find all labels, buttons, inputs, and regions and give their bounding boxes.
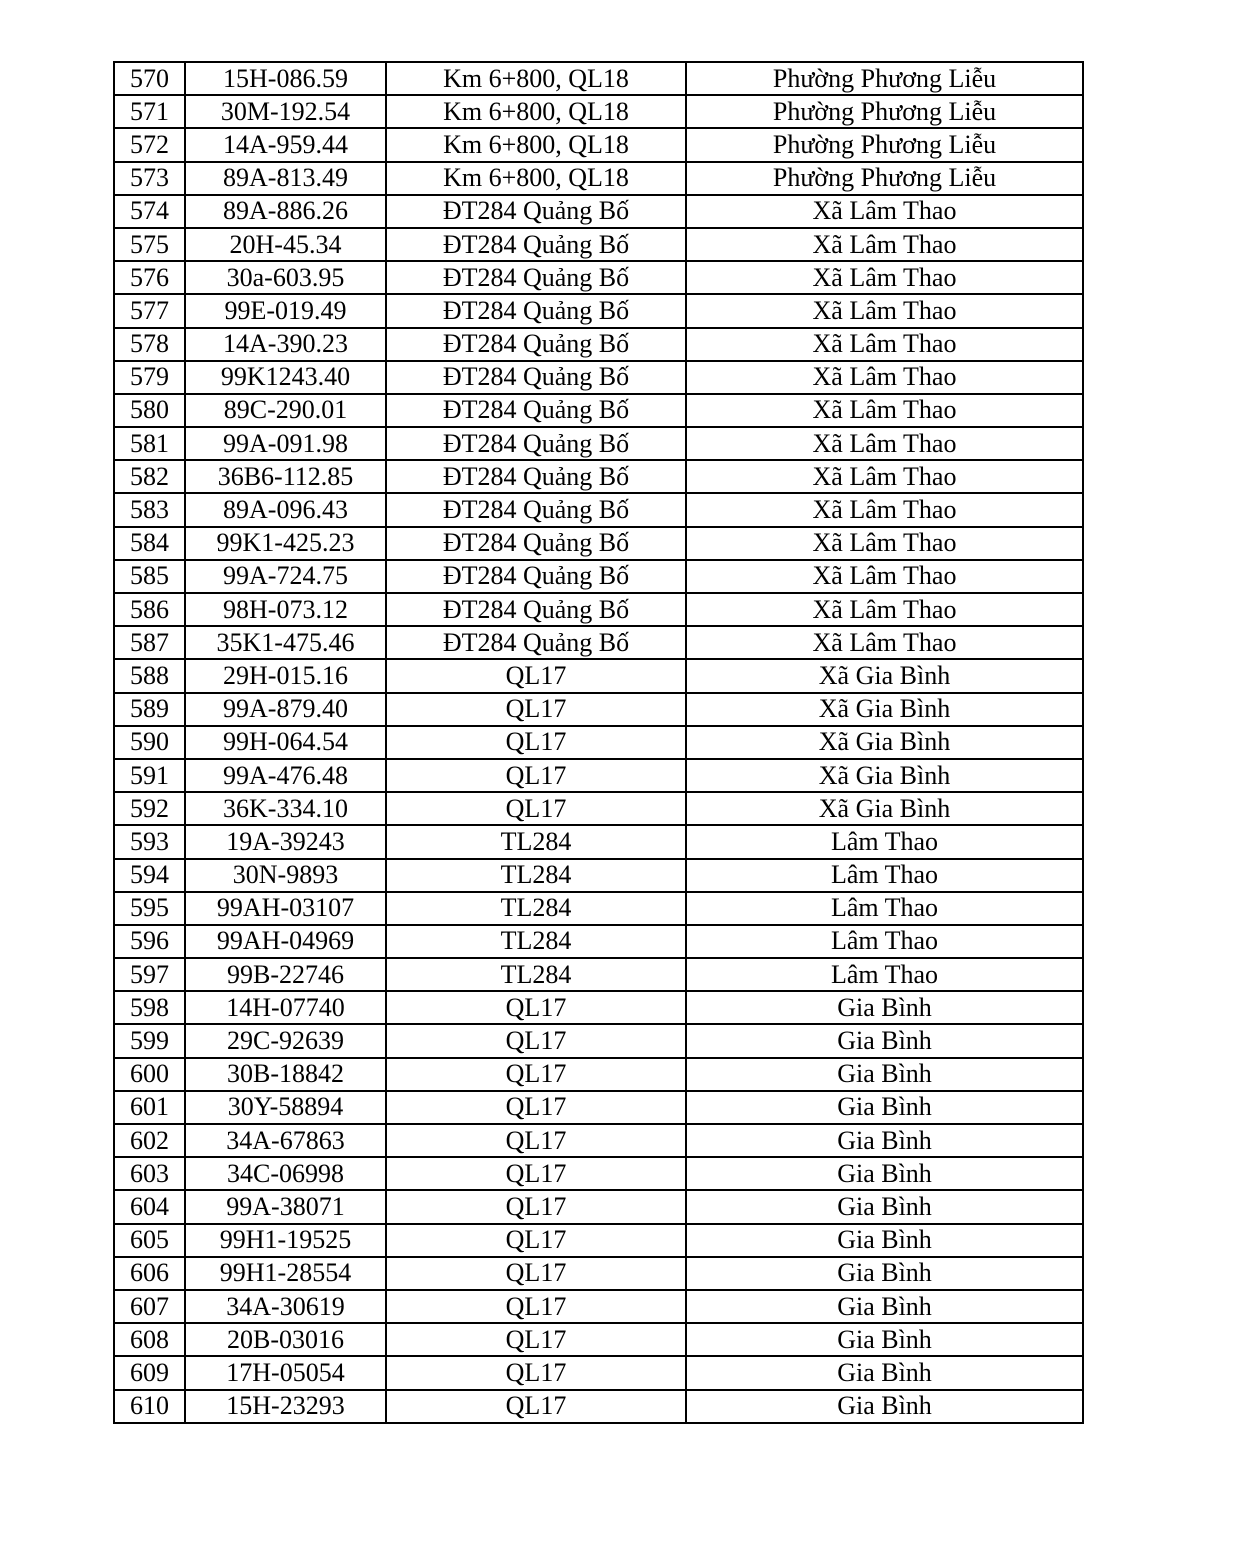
location-cell: QL17 [386, 726, 686, 759]
area-cell: Phường Phương Liễu [686, 128, 1083, 161]
table-row [114, 1257, 1083, 1290]
plate-number-cell: 15H-23293 [185, 1390, 386, 1423]
location-cell: ĐT284 Quảng Bố [386, 626, 686, 659]
area-cell: Xã Lâm Thao [686, 261, 1083, 294]
location-cell: ĐT284 Quảng Bố [386, 328, 686, 361]
table-row [114, 958, 1083, 991]
plate-number-cell: 89A-096.43 [185, 493, 386, 526]
location-cell: QL17 [386, 1157, 686, 1190]
row-number-cell: 578 [114, 328, 185, 361]
plate-number-cell: 99K1243.40 [185, 361, 386, 394]
row-number-cell: 584 [114, 527, 185, 560]
area-cell: Gia Bình [686, 1124, 1083, 1157]
area-cell: Gia Bình [686, 1356, 1083, 1389]
plate-number-cell: 99A-091.98 [185, 427, 386, 460]
area-cell: Xã Lâm Thao [686, 527, 1083, 560]
row-number-cell: 593 [114, 825, 185, 858]
location-cell: QL17 [386, 759, 686, 792]
location-cell: ĐT284 Quảng Bố [386, 427, 686, 460]
location-cell: TL284 [386, 825, 686, 858]
plate-number-cell: 34A-30619 [185, 1290, 386, 1323]
area-cell: Xã Lâm Thao [686, 560, 1083, 593]
location-cell: QL17 [386, 1290, 686, 1323]
table-row [114, 1356, 1083, 1389]
row-number-cell: 590 [114, 726, 185, 759]
location-cell: Km 6+800, QL18 [386, 95, 686, 128]
location-cell: ĐT284 Quảng Bố [386, 261, 686, 294]
area-cell: Gia Bình [686, 1024, 1083, 1057]
area-cell: Gia Bình [686, 1390, 1083, 1423]
table-row [114, 195, 1083, 228]
table-row [114, 925, 1083, 958]
table-row [114, 792, 1083, 825]
area-cell: Gia Bình [686, 991, 1083, 1024]
plate-number-cell: 99H1-19525 [185, 1224, 386, 1257]
row-number-cell: 585 [114, 560, 185, 593]
plate-number-cell: 14A-959.44 [185, 128, 386, 161]
row-number-cell: 595 [114, 892, 185, 925]
plate-number-cell: 19A-39243 [185, 825, 386, 858]
area-cell: Gia Bình [686, 1091, 1083, 1124]
area-cell: Gia Bình [686, 1257, 1083, 1290]
row-number-cell: 600 [114, 1058, 185, 1091]
plate-number-cell: 20B-03016 [185, 1323, 386, 1356]
row-number-cell: 577 [114, 294, 185, 327]
table-row [114, 228, 1083, 261]
plate-number-cell: 99AH-04969 [185, 925, 386, 958]
location-cell: QL17 [386, 1257, 686, 1290]
area-cell: Xã Lâm Thao [686, 195, 1083, 228]
table-row [114, 991, 1083, 1024]
table-row [114, 659, 1083, 692]
location-cell: ĐT284 Quảng Bố [386, 294, 686, 327]
area-cell: Xã Lâm Thao [686, 228, 1083, 261]
location-cell: Km 6+800, QL18 [386, 62, 686, 95]
plate-number-cell: 30M-192.54 [185, 95, 386, 128]
plate-number-cell: 29H-015.16 [185, 659, 386, 692]
plate-number-cell: 99B-22746 [185, 958, 386, 991]
plate-number-cell: 14H-07740 [185, 991, 386, 1024]
table-row [114, 1157, 1083, 1190]
location-cell: QL17 [386, 1124, 686, 1157]
area-cell: Xã Lâm Thao [686, 493, 1083, 526]
plate-number-cell: 34C-06998 [185, 1157, 386, 1190]
plate-number-cell: 89A-886.26 [185, 195, 386, 228]
plate-number-cell: 99AH-03107 [185, 892, 386, 925]
plate-number-cell: 14A-390.23 [185, 328, 386, 361]
location-cell: ĐT284 Quảng Bố [386, 394, 686, 427]
row-number-cell: 570 [114, 62, 185, 95]
table-row [114, 1058, 1083, 1091]
plate-number-cell: 99A-38071 [185, 1190, 386, 1223]
row-number-cell: 594 [114, 859, 185, 892]
plate-number-cell: 34A-67863 [185, 1124, 386, 1157]
area-cell: Gia Bình [686, 1190, 1083, 1223]
plate-number-cell: 36B6-112.85 [185, 460, 386, 493]
table-row [114, 162, 1083, 195]
area-cell: Xã Gia Bình [686, 792, 1083, 825]
row-number-cell: 572 [114, 128, 185, 161]
row-number-cell: 581 [114, 427, 185, 460]
plate-number-cell: 15H-086.59 [185, 62, 386, 95]
table-row [114, 825, 1083, 858]
plate-number-cell: 30a-603.95 [185, 261, 386, 294]
row-number-cell: 575 [114, 228, 185, 261]
table-row [114, 361, 1083, 394]
row-number-cell: 583 [114, 493, 185, 526]
area-cell: Xã Lâm Thao [686, 427, 1083, 460]
table-row [114, 1290, 1083, 1323]
row-number-cell: 574 [114, 195, 185, 228]
row-number-cell: 576 [114, 261, 185, 294]
table-row [114, 394, 1083, 427]
area-cell: Xã Gia Bình [686, 759, 1083, 792]
area-cell: Gia Bình [686, 1058, 1083, 1091]
plate-number-cell: 99H1-28554 [185, 1257, 386, 1290]
plate-number-cell: 29C-92639 [185, 1024, 386, 1057]
table-row [114, 693, 1083, 726]
row-number-cell: 589 [114, 693, 185, 726]
area-cell: Xã Lâm Thao [686, 294, 1083, 327]
location-cell: QL17 [386, 1058, 686, 1091]
table-row [114, 859, 1083, 892]
table-row [114, 1390, 1083, 1423]
row-number-cell: 605 [114, 1224, 185, 1257]
plate-number-cell: 36K-334.10 [185, 792, 386, 825]
row-number-cell: 607 [114, 1290, 185, 1323]
location-cell: QL17 [386, 1224, 686, 1257]
table-row [114, 1323, 1083, 1356]
location-cell: ĐT284 Quảng Bố [386, 195, 686, 228]
records-table [113, 61, 1084, 1424]
table-row [114, 128, 1083, 161]
table-row [114, 460, 1083, 493]
area-cell: Xã Lâm Thao [686, 328, 1083, 361]
table-row [114, 1224, 1083, 1257]
plate-number-cell: 89A-813.49 [185, 162, 386, 195]
plate-number-cell: 99A-879.40 [185, 693, 386, 726]
table-row [114, 427, 1083, 460]
row-number-cell: 606 [114, 1257, 185, 1290]
location-cell: QL17 [386, 1190, 686, 1223]
area-cell: Gia Bình [686, 1224, 1083, 1257]
plate-number-cell: 89C-290.01 [185, 394, 386, 427]
location-cell: TL284 [386, 925, 686, 958]
location-cell: ĐT284 Quảng Bố [386, 493, 686, 526]
table-row [114, 892, 1083, 925]
table-row [114, 294, 1083, 327]
row-number-cell: 609 [114, 1356, 185, 1389]
table-row [114, 1024, 1083, 1057]
plate-number-cell: 30B-18842 [185, 1058, 386, 1091]
area-cell: Xã Gia Bình [686, 693, 1083, 726]
location-cell: QL17 [386, 1356, 686, 1389]
location-cell: ĐT284 Quảng Bố [386, 361, 686, 394]
table-row [114, 527, 1083, 560]
location-cell: QL17 [386, 659, 686, 692]
row-number-cell: 602 [114, 1124, 185, 1157]
area-cell: Xã Lâm Thao [686, 361, 1083, 394]
table-row [114, 328, 1083, 361]
table-row [114, 626, 1083, 659]
location-cell: QL17 [386, 1024, 686, 1057]
row-number-cell: 599 [114, 1024, 185, 1057]
location-cell: QL17 [386, 1323, 686, 1356]
row-number-cell: 588 [114, 659, 185, 692]
area-cell: Xã Lâm Thao [686, 593, 1083, 626]
plate-number-cell: 17H-05054 [185, 1356, 386, 1389]
area-cell: Gia Bình [686, 1323, 1083, 1356]
row-number-cell: 604 [114, 1190, 185, 1223]
area-cell: Lâm Thao [686, 859, 1083, 892]
area-cell: Lâm Thao [686, 958, 1083, 991]
plate-number-cell: 30N-9893 [185, 859, 386, 892]
area-cell: Phường Phương Liễu [686, 62, 1083, 95]
row-number-cell: 573 [114, 162, 185, 195]
row-number-cell: 596 [114, 925, 185, 958]
location-cell: QL17 [386, 991, 686, 1024]
location-cell: ĐT284 Quảng Bố [386, 460, 686, 493]
plate-number-cell: 99K1-425.23 [185, 527, 386, 560]
row-number-cell: 597 [114, 958, 185, 991]
row-number-cell: 580 [114, 394, 185, 427]
area-cell: Phường Phương Liễu [686, 162, 1083, 195]
table-row [114, 726, 1083, 759]
row-number-cell: 610 [114, 1390, 185, 1423]
row-number-cell: 603 [114, 1157, 185, 1190]
location-cell: ĐT284 Quảng Bố [386, 593, 686, 626]
plate-number-cell: 98H-073.12 [185, 593, 386, 626]
location-cell: TL284 [386, 958, 686, 991]
area-cell: Xã Lâm Thao [686, 394, 1083, 427]
row-number-cell: 608 [114, 1323, 185, 1356]
table-row [114, 560, 1083, 593]
table-row [114, 1124, 1083, 1157]
area-cell: Gia Bình [686, 1290, 1083, 1323]
area-cell: Xã Gia Bình [686, 659, 1083, 692]
location-cell: ĐT284 Quảng Bố [386, 228, 686, 261]
location-cell: Km 6+800, QL18 [386, 128, 686, 161]
area-cell: Xã Lâm Thao [686, 626, 1083, 659]
row-number-cell: 601 [114, 1091, 185, 1124]
table-row [114, 493, 1083, 526]
area-cell: Lâm Thao [686, 825, 1083, 858]
location-cell: TL284 [386, 892, 686, 925]
plate-number-cell: 99E-019.49 [185, 294, 386, 327]
row-number-cell: 579 [114, 361, 185, 394]
plate-number-cell: 99H-064.54 [185, 726, 386, 759]
location-cell: QL17 [386, 1390, 686, 1423]
area-cell: Phường Phương Liễu [686, 95, 1083, 128]
row-number-cell: 582 [114, 460, 185, 493]
row-number-cell: 598 [114, 991, 185, 1024]
location-cell: QL17 [386, 792, 686, 825]
table-row [114, 1091, 1083, 1124]
plate-number-cell: 20H-45.34 [185, 228, 386, 261]
table-row [114, 95, 1083, 128]
table-row [114, 62, 1083, 95]
location-cell: ĐT284 Quảng Bố [386, 560, 686, 593]
plate-number-cell: 35K1-475.46 [185, 626, 386, 659]
plate-number-cell: 99A-476.48 [185, 759, 386, 792]
area-cell: Xã Gia Bình [686, 726, 1083, 759]
table-row [114, 593, 1083, 626]
location-cell: QL17 [386, 693, 686, 726]
table-row [114, 261, 1083, 294]
area-cell: Xã Lâm Thao [686, 460, 1083, 493]
table-row [114, 1190, 1083, 1223]
plate-number-cell: 30Y-58894 [185, 1091, 386, 1124]
plate-number-cell: 99A-724.75 [185, 560, 386, 593]
area-cell: Gia Bình [686, 1157, 1083, 1190]
area-cell: Lâm Thao [686, 925, 1083, 958]
location-cell: QL17 [386, 1091, 686, 1124]
location-cell: TL284 [386, 859, 686, 892]
row-number-cell: 571 [114, 95, 185, 128]
location-cell: ĐT284 Quảng Bố [386, 527, 686, 560]
area-cell: Lâm Thao [686, 892, 1083, 925]
row-number-cell: 586 [114, 593, 185, 626]
row-number-cell: 587 [114, 626, 185, 659]
records-table-body [114, 62, 1083, 1423]
row-number-cell: 592 [114, 792, 185, 825]
location-cell: Km 6+800, QL18 [386, 162, 686, 195]
table-row [114, 759, 1083, 792]
row-number-cell: 591 [114, 759, 185, 792]
